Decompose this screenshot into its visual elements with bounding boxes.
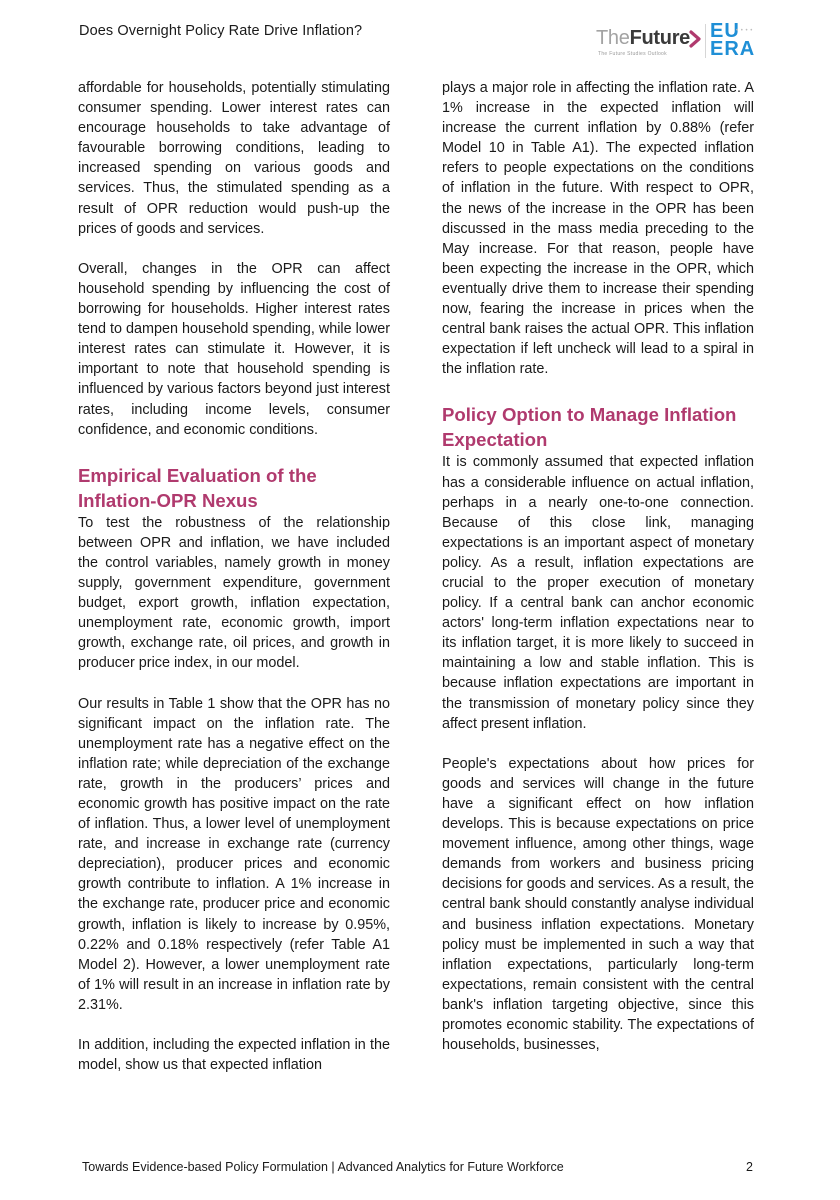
body-paragraph: In addition, including the expected inflation in the model, show us that expected inflation (78, 1037, 390, 1074)
logo-dots: • • • • (736, 28, 753, 34)
body-paragraph: Our results in Table 1 show that the OPR has no significant impact on the inflation rate. The unemployment rate has a negative effect on the inflation rate; while depreciation of the exchange rate, growth in the producers’ prices and economic growth has positive impact on the rate of inflation. Thus, a lower level of unemployment rate, and increase in exchange rate (currency depreciation), producer prices and economic growth contribute to inflation. A 1% increase in the exchange rate, producer price and economic growth, inflation is likely to increase by 0.95%, 0.22% and 0.18% respectively (refer Table A1 Model 2). However, a lower unemployment rate of 1% will result in an increase in inflation rate by 2.31%. (78, 695, 390, 1013)
section-heading-policy-option: Policy Option to Manage Inflation Expectation (442, 404, 737, 451)
logo-divider (705, 24, 706, 58)
section-heading-empirical-evaluation: Empirical Evaluation of the Inflation-OPR Nexus (78, 464, 317, 511)
the-future-wordmark: TheFuture (596, 27, 690, 49)
body-paragraph: plays a major role in affecting the inflation rate. A 1% increase in the expected inflation will increase the current inflation by 0.88% (refer Model 10 in Table A1). The expected inflation refers to people expectations on the conditions of inflation in the future. With respect to OPR, the news of the increase in the OPR has been discussed in the mass media preceding to the May increase. For that reason, people have been expecting the increase in the OPR, which eventually drive them to increase their spending now, fearing the increase in prices when the central bank raises the actual OPR. This inflation expectation if left uncheck will lead to a spiral in the inflation rate. (442, 80, 754, 378)
body-paragraph: To test the robustness of the relationship between OPR and inflation, we have included the control variables, namely growth in money supply, government expenditure, government budget, export growth, inflation expectation, unemployment rate, economic growth, import growth, exchange rate, oil prices, and growth in producer price index, in our model. (78, 514, 390, 672)
page-number: 2 (746, 1160, 753, 1174)
body-paragraph: affordable for households, potentially stimulating consumer spending. Lower interest rates can encourage households to take advantage of favourable borrowing conditions, leading to increased spending on various goods and services. Thus, the stimulated spending as a result of OPR reduction would push-up the prices of goods and services. (78, 80, 390, 237)
left-column (78, 78, 390, 1075)
chevron-icon (688, 29, 702, 49)
running-header-title: Does Overnight Policy Rate Drive Inflation? (79, 23, 363, 39)
body-paragraph: Overall, changes in the OPR can affect household spending by influencing the cost of borrowing for households. Higher interest rates tend to dampen household spending, while lower interest rates can stimulate it. However, it is important to note that household spending is influenced by various factors beyond just interest rates, including income levels, consumer confidence, and economic conditions. (78, 260, 391, 438)
body-paragraph: It is commonly assumed that expected inflation has a considerable influence on actual inflation, perhaps in a nearly one-to-one connection. Because of this close link, managing expectations is an important aspect of monetary policy. As a result, inflation expectations are crucial to the proper execution of monetary policy. If a central bank can anchor economic actors' long-term inflation expectations near to its inflation target, it is more likely to succeed in maintaining a low and stable inflation. This is because inflation expectations are important in the transmission of monetary policy since they affect present inflation. (442, 454, 754, 732)
right-column (442, 78, 754, 1055)
publisher-logo (596, 18, 756, 62)
running-footer: Towards Evidence-based Policy Formulation | Advanced Analytics for Future Workforce (82, 1160, 564, 1174)
body-paragraph: People's expectations about how prices for goods and services will change in the future have a significant effect on how inflation develops. This is because expectations on price movement influence, among other things, wage demands from workers and business pricing decisions for goods and services. As a result, the central bank should constantly analyse individual and business inflation expectations. Monetary policy must be implemented in such a way that inflation expectations, particularly long-term expectations, remain consistent with the central bank's inflation targeting objective, since this promotes economic stability. The expectations of households, businesses, (442, 755, 754, 1054)
logo-tagline: The Future Studies Outlook (598, 51, 667, 57)
eu-era-wordmark-eu: EU (710, 20, 740, 42)
eu-era-wordmark-era: ERA (710, 38, 756, 60)
